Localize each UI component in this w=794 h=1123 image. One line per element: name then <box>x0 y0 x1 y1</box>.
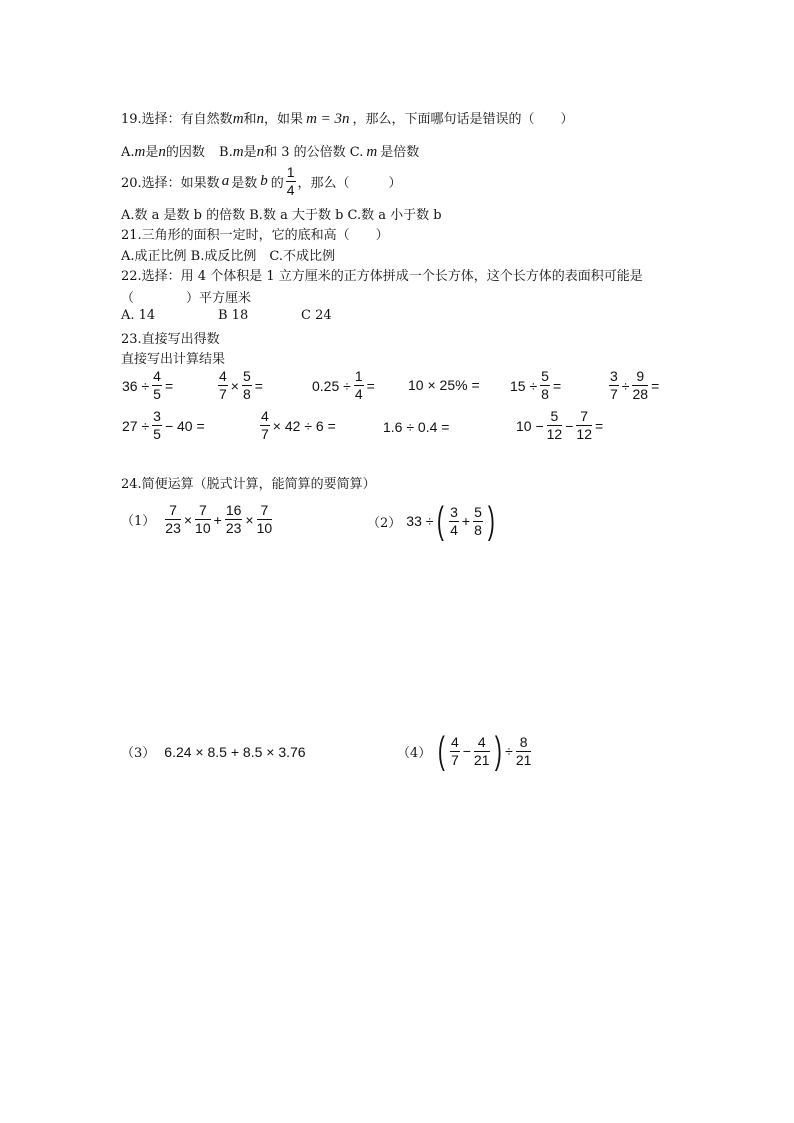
q23-expr-4 <box>407 377 481 393</box>
q19-var-m: m <box>232 111 244 127</box>
q23-e5-fraction <box>540 368 550 403</box>
operator: × <box>230 377 239 394</box>
q20-fraction-denominator: 4 <box>286 182 295 198</box>
denominator: 5 <box>153 426 161 442</box>
q23-e2-fraction-1 <box>218 368 228 403</box>
denominator: 7 <box>261 426 269 442</box>
q20-text-1: 20.选择：如果数 <box>121 176 220 191</box>
q21-options: A.成正比例 B.成反比例 C.不成比例 <box>121 249 335 264</box>
denominator: 10 <box>256 520 273 536</box>
q19-text-2: 和 <box>243 112 257 127</box>
numerator: 7 <box>576 408 592 426</box>
q19-option-b-n: n <box>256 144 265 160</box>
equals-sign: = <box>366 377 375 394</box>
denominator: 21 <box>473 751 490 768</box>
fraction <box>165 502 181 537</box>
q23-e5-lead: 15 ÷ <box>510 377 538 394</box>
q24-title: 24.简便运算（脱式计算，能简算的要简算） <box>121 477 376 492</box>
equals-sign: = <box>164 377 174 394</box>
q19-stem <box>121 108 574 128</box>
q24-problem-2-lead: 33 ÷ <box>406 513 434 529</box>
q20-options: A.数 a 是数 b 的倍数 B.数 a 大于数 b C.数 a 小于数 b <box>121 208 442 223</box>
q20-text-3: 的 <box>270 176 284 191</box>
fraction <box>473 504 483 539</box>
numerator: 4 <box>450 733 459 750</box>
q23-e6-fraction-1 <box>609 368 619 403</box>
fraction <box>257 502 273 537</box>
denominator: 12 <box>576 426 592 442</box>
q23-expr-2 <box>216 368 264 403</box>
denominator: 5 <box>153 386 161 402</box>
left-paren: ( <box>438 730 446 772</box>
q23-e3-fraction <box>354 368 364 403</box>
fraction <box>449 504 459 539</box>
numerator: 3 <box>450 503 458 520</box>
denominator: 4 <box>450 521 458 538</box>
q19-option-c-post: 是倍数 <box>380 145 420 160</box>
q23-subtitle: 直接写出计算结果 <box>121 352 226 367</box>
q24-problem-3-label: （3） <box>121 746 156 761</box>
q23-expr-5 <box>509 368 562 403</box>
operator: × <box>183 511 193 528</box>
q23-expr-3 <box>311 368 376 403</box>
numerator: 7 <box>165 502 181 520</box>
q23-expr-9 <box>382 419 450 435</box>
operator: ÷ <box>505 743 513 759</box>
q23-e7-lead: 27 ÷ <box>122 417 150 434</box>
q19-option-b-m: m <box>232 144 244 160</box>
numerator: 4 <box>261 408 269 424</box>
denominator: 8 <box>242 386 251 402</box>
q19-var-n: n <box>256 111 265 127</box>
q23-e10-lead: 10 − <box>516 417 544 434</box>
q23-e8-tail: × 42 ÷ 6 = <box>272 417 336 434</box>
equals-sign: = <box>254 377 263 394</box>
q19-text-4: ，那么，下面哪句话是错误的（ ） <box>352 112 574 127</box>
numerator: 16 <box>225 502 242 518</box>
q19-option-a-mid: 是 <box>145 145 159 160</box>
q19-text-3: ，如果 <box>264 112 304 127</box>
q23-e9-text: 1.6 ÷ 0.4 = <box>383 419 450 435</box>
operator: ÷ <box>621 377 630 394</box>
q23-e3-lead: 0.25 ÷ <box>312 377 351 394</box>
numerator: 5 <box>547 408 563 426</box>
q21-stem: 21.三角形的面积一定时，它的底和高（ ） <box>121 228 389 243</box>
q23-title: 23.直接写出得数 <box>121 332 220 347</box>
fraction <box>516 734 532 769</box>
q23-e1-fraction <box>152 368 162 403</box>
numerator: 4 <box>219 368 227 384</box>
q20-stem <box>121 164 402 199</box>
operator: − <box>462 743 471 759</box>
q20-text-4: ，那么（ ） <box>297 176 402 191</box>
denominator: 7 <box>219 386 227 402</box>
denominator: 23 <box>165 520 181 536</box>
q22-option-b: B 18 <box>218 308 249 323</box>
q24-problem-2-label: （2） <box>367 515 402 531</box>
q22-stem: 22.选择：用 4 个体积是 1 立方厘米的正方体拼成一个长方体，这个长方体的表面积可能是 <box>121 269 643 284</box>
q19-text-1: 19.选择：有自然数 <box>121 112 233 127</box>
q19-option-a-prefix: A. <box>121 145 135 160</box>
q19-option-b-mid: 是 <box>243 145 257 160</box>
q23-e1-lead: 36 ÷ <box>122 377 150 394</box>
q23-expr-10 <box>515 408 604 443</box>
numerator: 1 <box>354 368 363 384</box>
numerator: 8 <box>516 734 532 752</box>
operator: + <box>213 511 222 528</box>
q24-problem-4 <box>397 732 533 770</box>
q23-e7-tail: − 40 = <box>164 417 205 434</box>
q20-var-b: b <box>260 173 268 189</box>
denominator: 21 <box>515 751 532 768</box>
equals-sign: = <box>594 417 604 434</box>
denominator: 4 <box>354 386 363 402</box>
denominator: 8 <box>541 386 549 402</box>
q24-problem-1 <box>121 502 274 537</box>
q23-e10-fraction-2 <box>576 408 592 443</box>
right-paren: ) <box>494 730 502 772</box>
denominator: 28 <box>632 386 649 402</box>
fraction <box>450 734 460 769</box>
q23-e6-fraction-2 <box>632 368 648 403</box>
q22-option-c: C 24 <box>301 308 332 323</box>
numerator: 7 <box>195 502 211 520</box>
q19-option-b-prefix: B. <box>219 145 233 160</box>
q20-fraction-numerator: 1 <box>286 164 295 180</box>
numerator: 3 <box>153 408 161 424</box>
q24-problem-3 <box>121 742 307 761</box>
numerator: 5 <box>474 503 482 520</box>
q23-expr-1 <box>121 368 174 403</box>
right-paren: ) <box>487 500 495 542</box>
numerator: 3 <box>610 368 618 384</box>
left-paren: ( <box>437 500 445 542</box>
q22-blank: （ ）平方厘米 <box>121 291 252 306</box>
fraction <box>195 502 211 537</box>
numerator: 4 <box>153 368 161 384</box>
operator: − <box>565 417 574 434</box>
denominator: 7 <box>450 751 459 768</box>
q20-var-a: a <box>221 173 230 189</box>
q24-problem-4-label: （4） <box>397 745 432 761</box>
q23-expr-8 <box>258 408 337 443</box>
fraction <box>225 502 243 537</box>
q23-e4-text: 10 × 25% = <box>408 377 480 393</box>
q23-e7-fraction <box>152 408 162 443</box>
q23-e10-fraction-1 <box>547 408 563 443</box>
numerator: 4 <box>474 734 490 752</box>
q24-problem-2 <box>367 502 498 540</box>
numerator: 5 <box>242 368 251 384</box>
q19-option-c-m: m <box>366 144 378 160</box>
equals-sign: = <box>651 377 660 394</box>
q23-e2-fraction-2 <box>242 368 252 403</box>
denominator: 8 <box>474 521 482 538</box>
fraction <box>474 734 490 769</box>
q23-expr-7 <box>121 408 206 443</box>
operator: × <box>245 511 254 528</box>
q23-expr-6 <box>607 368 660 403</box>
denominator: 10 <box>195 520 211 536</box>
q19-option-b-post: 和 3 的公倍数 C. <box>264 145 364 160</box>
q19-option-a-post: 的因数 <box>165 145 205 160</box>
q24-problem-1-label: （1） <box>121 514 156 529</box>
denominator: 12 <box>546 426 563 442</box>
numerator: 7 <box>257 502 273 520</box>
denominator: 7 <box>610 386 618 402</box>
q23-e8-fraction <box>260 408 270 443</box>
denominator: 23 <box>225 520 242 536</box>
equals-sign: = <box>552 377 562 394</box>
q19-options <box>121 141 419 161</box>
q22-option-a: A. 14 <box>121 308 156 323</box>
q19-option-a-m: m <box>134 144 146 160</box>
q24-problem-3-expression: 6.24 × 8.5 + 8.5 × 3.76 <box>164 743 306 760</box>
q19-option-a-n: n <box>158 144 166 160</box>
q20-fraction <box>286 164 296 199</box>
numerator: 5 <box>541 368 549 384</box>
q19-equation: m = 3n <box>306 111 350 127</box>
q20-text-2: 是数 <box>231 176 258 191</box>
numerator: 9 <box>632 368 648 386</box>
operator: + <box>461 513 471 529</box>
